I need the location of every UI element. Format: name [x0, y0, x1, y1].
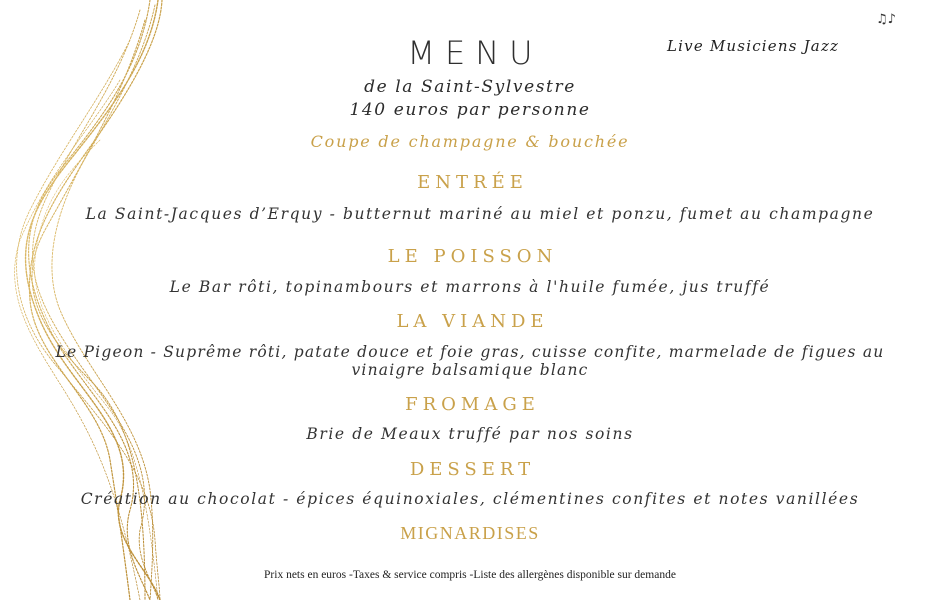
dish-dessert: Création au chocolat - épices équinoxiales, clémentines confites et notes vanillées: [80, 490, 860, 508]
dish-entree: La Saint-Jacques d’Erquy - butternut mariné au miel et ponzu, fumet au champagne: [85, 205, 875, 223]
section-title-poisson: LE POISSON: [387, 246, 558, 267]
dish-fromage: Brie de Meaux truffé par nos soins: [306, 425, 634, 443]
section-title-dessert: DESSERT: [409, 459, 536, 480]
menu-subtitle: de la Saint-Sylvestre: [364, 77, 576, 97]
section-title-mignardises: MIGNARDISES: [400, 523, 540, 543]
dish-viande-line1: Le Pigeon - Suprême rôti, patate douce et foie gras, cuisse confite, marmelade de figues au: [55, 343, 885, 361]
menu-title: MENU: [407, 34, 543, 72]
dish-poisson: Le Bar rôti, topinambours et marrons à l'huile fumée, jus truffé: [169, 278, 771, 296]
music-notes-icon: ♫♪: [876, 12, 896, 27]
section-title-fromage: FROMAGE: [405, 394, 540, 415]
footer-note: Prix nets en euros -Taxes & service compris -Liste des allergènes disponible sur demande: [264, 569, 676, 581]
section-title-entree: ENTRÉE: [417, 172, 528, 193]
menu-price: 140 euros par personne: [349, 100, 591, 120]
aperitif-line: Coupe de champagne & bouchée: [310, 132, 630, 151]
live-music-label: Live Musiciens Jazz: [667, 37, 840, 55]
dish-viande-line2: vinaigre balsamique blanc: [351, 361, 589, 379]
section-title-viande: LA VIANDE: [396, 311, 549, 332]
